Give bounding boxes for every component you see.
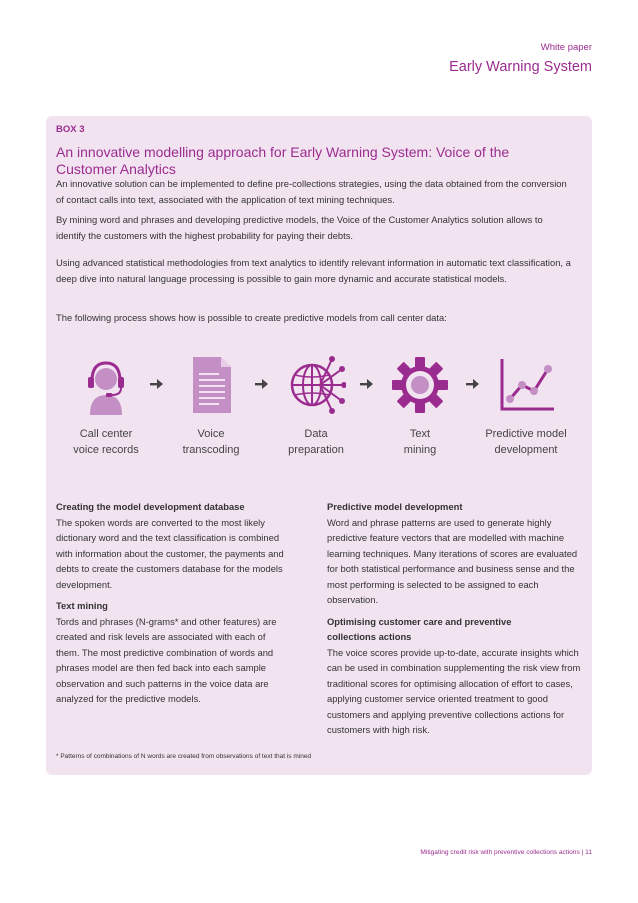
intro-paragraph: An innovative solution can be implemented to define pre-collections strategies, using the data obtained from the conversion of contact calls into text, associated with the application of text mining techniques. bbox=[56, 178, 567, 205]
methodology-paragraph: Using advanced statistical methodologies from text analytics to identify relevant information in automatic text classification, a deep dive into natural language processing is possible to gain more dynamic and accurate statistical models. bbox=[56, 257, 571, 284]
process-step-label: Voice transcoding bbox=[182, 428, 240, 456]
process-flow bbox=[46, 331, 592, 463]
section-text: Word and phrase patterns are used to generate highly predictive feature vectors that are modelled with machine learning techniques. Many iterations of scores are evaluated for both statistical performance and business sense and the most performing is selected to be assigned to each observation. bbox=[327, 516, 578, 605]
gear-icon bbox=[390, 355, 450, 415]
section-heading: Creating the model development database bbox=[56, 501, 245, 512]
document-title: Early Warning System bbox=[449, 59, 592, 75]
section-model-database bbox=[56, 499, 288, 592]
process-step-label: Data preparation bbox=[288, 428, 344, 456]
box-label: BOX 3 bbox=[56, 124, 85, 135]
headset-agent-icon bbox=[76, 355, 136, 415]
section-text: Tords and phrases (N-grams* and other features) are created and risk levels are associated with each of them. The most predictive combination of words and phrases model are then fed back into each sample observation and such patterns in the voice data are analyzed for the predictive models. bbox=[56, 615, 277, 704]
section-text: The voice scores provide up-to-date, accurate insights which can be used in combination supplementing the risk view from traditional scores for optimising allocation of effort to cases, applying customer service oriented treatment to good customers and applying preventive collections actions for customers with high risk. bbox=[327, 646, 581, 735]
section-optimising-care bbox=[327, 614, 585, 738]
footnote: * Patterns of combinations of N words are created from observations of text that is mined bbox=[56, 753, 312, 760]
section-heading: Predictive model development bbox=[327, 501, 463, 512]
document-icon bbox=[181, 355, 241, 415]
line-chart-icon bbox=[496, 355, 556, 415]
box-title: An innovative modelling approach for Early Warning System: Voice of the Customer Analytics bbox=[56, 144, 510, 177]
section-text: The spoken words are converted to the most likely dictionary word and the text classification is combined with information about the customer, the payments and debts to create the customers database for the models development. bbox=[56, 516, 284, 590]
arrow-right-icon bbox=[466, 377, 480, 391]
arrow-right-icon bbox=[150, 377, 164, 391]
left-column bbox=[56, 499, 288, 713]
arrow-right-icon bbox=[255, 377, 269, 391]
process-step-label: Predictive model development bbox=[485, 428, 567, 456]
mining-paragraph: By mining word and phrases and developing predictive models, the Voice of the Customer Analytics solution allows to identify the customers with the highest probability for paying their debts. bbox=[56, 214, 543, 241]
arrow-right-icon bbox=[360, 377, 374, 391]
right-column bbox=[327, 499, 585, 744]
section-heading: Text mining bbox=[56, 600, 108, 611]
process-intro-paragraph: The following process shows how is possible to create predictive models from call center data: bbox=[56, 312, 447, 323]
process-step-label: Text mining bbox=[403, 428, 437, 456]
section-heading: Optimising customer care and preventive collections actions bbox=[327, 615, 512, 642]
box-3-panel bbox=[46, 116, 592, 775]
globe-network-icon bbox=[286, 355, 346, 415]
section-text-mining bbox=[56, 598, 288, 707]
header-kicker: White paper bbox=[540, 42, 592, 53]
section-predictive-model bbox=[327, 499, 585, 608]
process-step-label: Call center voice records bbox=[73, 428, 139, 456]
page-footer: Mitigating credit risk with preventive collections actions | 11 bbox=[420, 849, 592, 856]
